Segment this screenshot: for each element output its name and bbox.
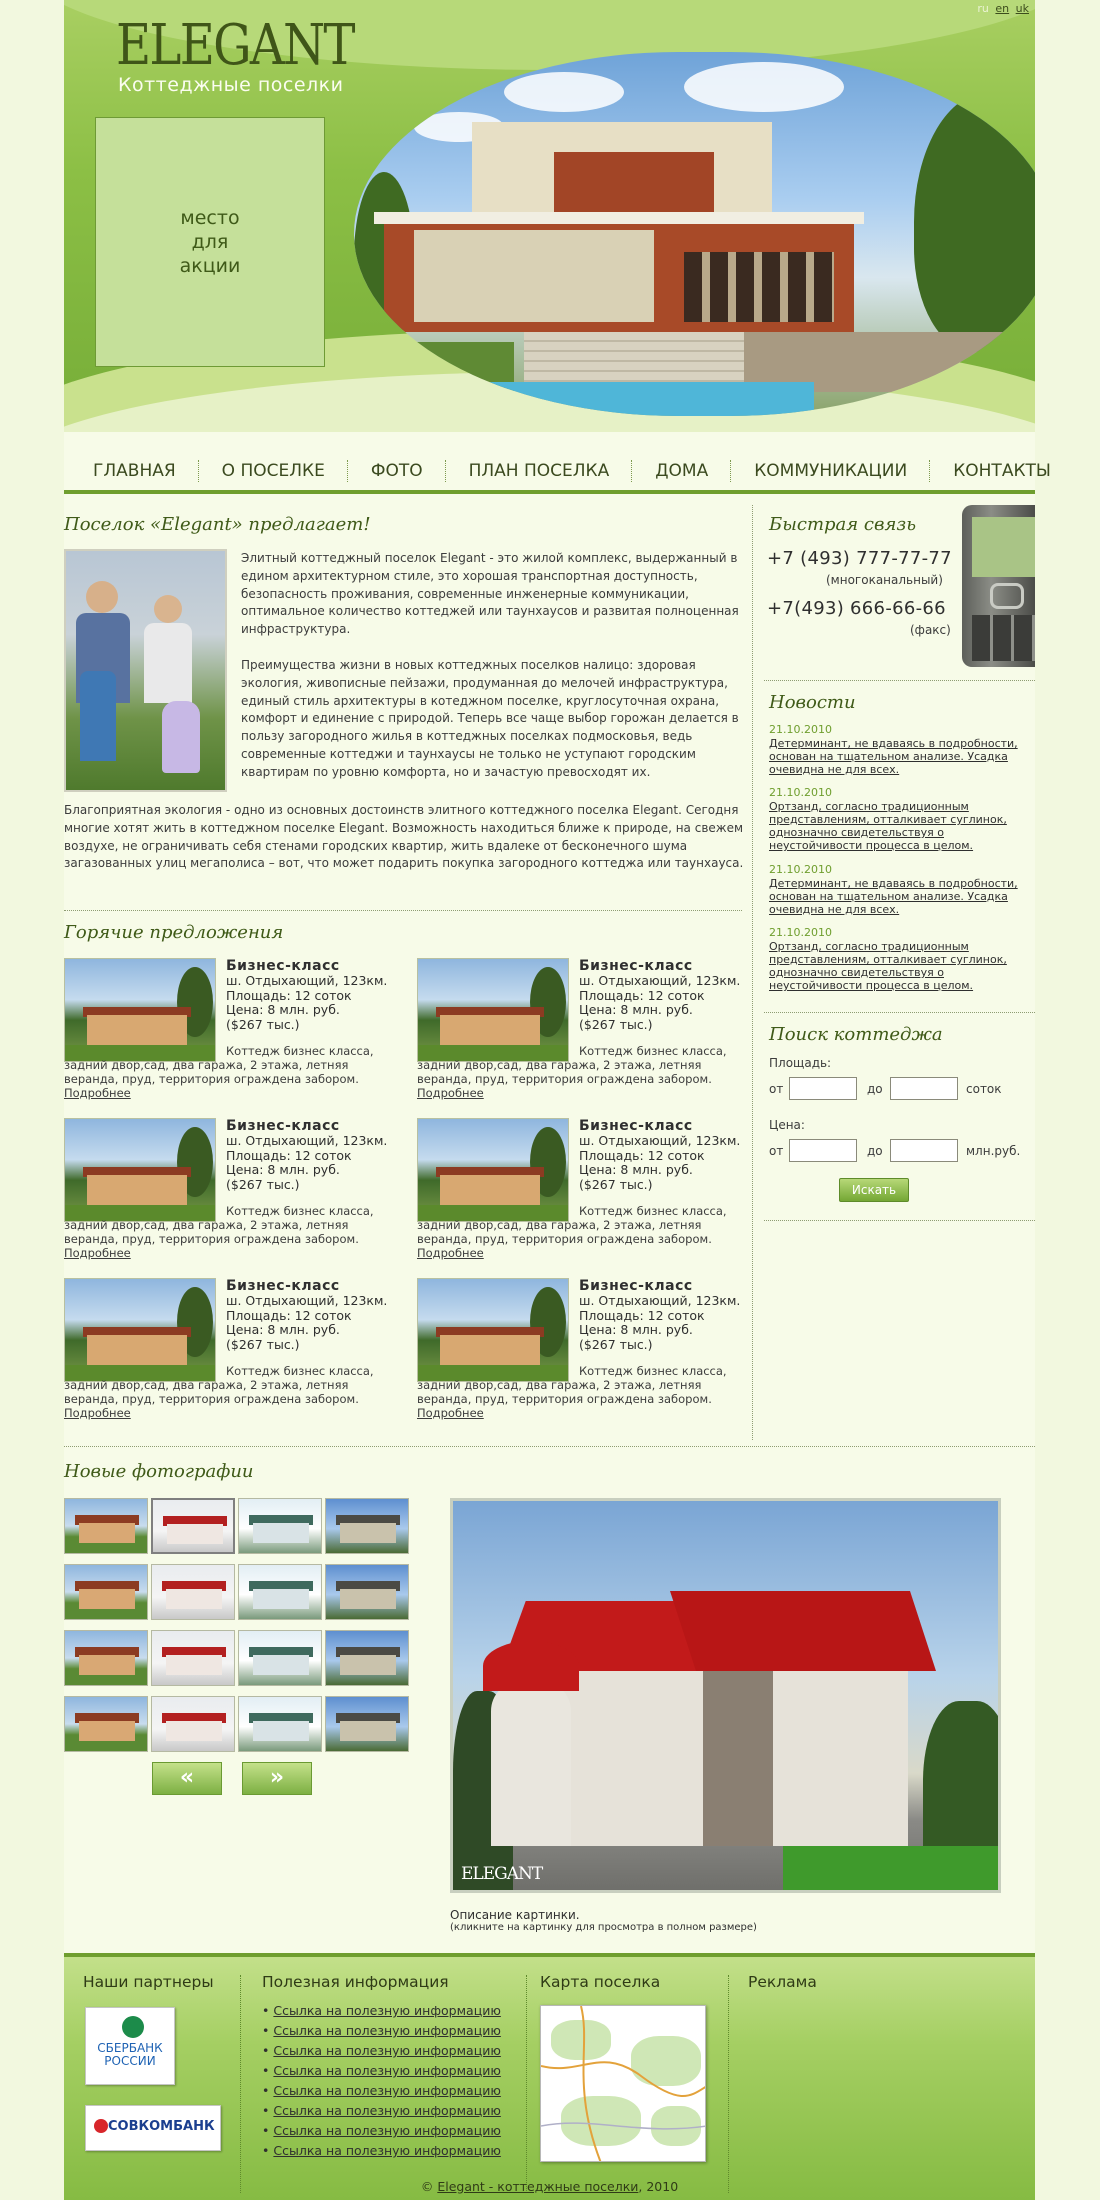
gallery-thumbnail[interactable] bbox=[151, 1564, 235, 1620]
news-link[interactable]: Ортзанд, согласно традиционным представлениям, отталкивает суглинок, однозначно свидетельствуя о неустойчивости процесса в целом. bbox=[769, 940, 1007, 992]
offer-description: Коттедж бизнес класса, задний двор,сад, два гаража, 2 этажа, летняя веранда, пруд, территория огражден bbox=[417, 1204, 727, 1246]
useful-link[interactable]: Ссылка на полезную информацию bbox=[273, 2043, 501, 2058]
offer-road: ш. Отдыхающий, 123км. bbox=[226, 1133, 388, 1148]
offer-description: Коттедж бизнес класса, задний двор,сад, два гаража, 2 этажа, летняя веранда, пруд, территория огражден bbox=[417, 1044, 727, 1086]
sberbank-icon bbox=[122, 2016, 144, 2038]
offer-title: Бизнес-класс bbox=[226, 1118, 340, 1134]
phone-fax[interactable]: +7(493) 666-66-66 bbox=[767, 598, 946, 619]
bank-name: СОВКОМБАНК bbox=[108, 2119, 215, 2134]
offer-price: Цена: 8 млн. руб. bbox=[579, 1322, 693, 1337]
useful-link[interactable]: Ссылка на полезную информацию bbox=[273, 2023, 501, 2038]
contact-title: Быстрая связь bbox=[769, 514, 917, 535]
offer-description-end: а забором. bbox=[294, 1072, 359, 1086]
photo-caption: Описание картинки. bbox=[450, 1908, 580, 1922]
offer-road: ш. Отдыхающий, 123км. bbox=[579, 1133, 741, 1148]
offer-card[interactable] bbox=[417, 1278, 757, 1428]
offer-price-usd: ($267 тыс.) bbox=[226, 1336, 300, 1352]
nav-item-plan[interactable]: ПЛАН ПОСЕЛКА bbox=[446, 460, 633, 482]
copyright-link[interactable]: Elegant - коттеджные поселки bbox=[437, 2179, 639, 2194]
news-title: Новости bbox=[769, 692, 856, 713]
site-logo[interactable]: ELEGANT bbox=[116, 13, 354, 78]
photo-caption-hint: (кликните на картинку для просмотра в полном размере) bbox=[450, 1922, 757, 1933]
partners-title: Наши партнеры bbox=[83, 1973, 214, 1991]
nav-item-houses[interactable]: ДОМА bbox=[632, 460, 731, 482]
offer-price: Цена: 8 млн. руб. bbox=[579, 1162, 693, 1177]
offer-area: Площадь: 12 соток bbox=[579, 987, 705, 1003]
offer-more-link[interactable]: Подробнее bbox=[417, 1086, 484, 1100]
bullet-icon: • bbox=[262, 2143, 270, 2158]
offer-price-usd: ($267 тыс.) bbox=[579, 1336, 653, 1352]
photo-watermark: ELEGANT bbox=[461, 1864, 543, 1884]
useful-link-item[interactable] bbox=[262, 2041, 501, 2061]
useful-link-item[interactable] bbox=[262, 2001, 501, 2021]
intro-title: Поселок «Elegant» предлагает! bbox=[64, 514, 371, 535]
offer-road: ш. Отдыхающий, 123км. bbox=[226, 1293, 388, 1308]
price-unit: млн.руб. bbox=[966, 1144, 1021, 1158]
offer-card[interactable] bbox=[64, 1278, 404, 1428]
offer-area: Площадь: 12 соток bbox=[226, 1147, 352, 1163]
bank-sberbank-logo[interactable] bbox=[85, 2007, 175, 2085]
phone-main[interactable]: +7 (493) 777-77-77 bbox=[767, 548, 952, 569]
offer-title: Бизнес-класс bbox=[226, 1278, 340, 1294]
offer-area: Площадь: 12 соток bbox=[579, 1307, 705, 1323]
promo-line: место bbox=[180, 207, 240, 229]
gallery-thumbnail[interactable] bbox=[64, 1630, 148, 1686]
search-button[interactable]: Искать bbox=[839, 1178, 909, 1202]
news-date: 21.10.2010 bbox=[769, 926, 832, 939]
gallery-thumbnail[interactable] bbox=[151, 1630, 235, 1686]
price-to-label: до bbox=[867, 1144, 883, 1158]
offer-description: Коттедж бизнес класса, задний двор,сад, два гаража, 2 этажа, летняя веранда, пруд, территория огражден bbox=[64, 1044, 374, 1086]
offer-more-link[interactable]: Подробнее bbox=[417, 1246, 484, 1260]
nav-item-home[interactable]: ГЛАВНАЯ bbox=[64, 460, 199, 482]
news-date: 21.10.2010 bbox=[769, 863, 832, 876]
promo-line: акции bbox=[179, 255, 241, 277]
useful-info-title: Полезная информация bbox=[262, 1973, 449, 1991]
news-link[interactable]: Детерминант, не вдаваясь в подробности, основан на тщательном анализе. Усадка очевидна не для всех. bbox=[769, 737, 1018, 776]
news-link[interactable]: Детерминант, не вдаваясь в подробности, основан на тщательном анализе. Усадка очевидна не для всех. bbox=[769, 877, 1018, 916]
gallery-thumbnail[interactable] bbox=[325, 1498, 409, 1554]
village-map[interactable] bbox=[540, 2005, 706, 2162]
gallery-thumbnail[interactable] bbox=[325, 1696, 409, 1752]
area-to-label: до bbox=[867, 1082, 883, 1096]
area-from-input[interactable] bbox=[789, 1077, 857, 1100]
offer-more-link[interactable]: Подробнее bbox=[64, 1406, 131, 1420]
area-label: Площадь: bbox=[769, 1056, 832, 1070]
nav-item-contacts[interactable]: КОНТАКТЫ bbox=[953, 461, 1051, 481]
bank-sovcombank-logo[interactable] bbox=[85, 2105, 221, 2151]
price-label: Цена: bbox=[769, 1118, 805, 1132]
phone-fax-note: (факс) bbox=[910, 623, 951, 637]
offer-price: Цена: 8 млн. руб. bbox=[226, 1002, 340, 1017]
mobile-phone-icon bbox=[962, 505, 1035, 667]
gallery-thumbnail[interactable] bbox=[238, 1696, 322, 1752]
area-from-label: от bbox=[769, 1082, 784, 1096]
offer-description-end: а забором. bbox=[294, 1392, 359, 1406]
phone-main-note: (многоканальный) bbox=[826, 573, 943, 587]
hot-offers-title: Горячие предложения bbox=[64, 922, 284, 943]
offer-description-end: а забором. bbox=[647, 1072, 712, 1086]
lang-uk[interactable]: uk bbox=[1015, 2, 1029, 15]
nav-item-communications[interactable]: КОММУНИКАЦИИ bbox=[731, 460, 930, 482]
copyright: © Elegant - коттеджные поселки, 2010 bbox=[420, 2179, 679, 2194]
offer-more-link[interactable]: Подробнее bbox=[417, 1406, 484, 1420]
bullet-icon: • bbox=[262, 2103, 270, 2118]
offer-title: Бизнес-класс bbox=[579, 1278, 693, 1294]
offer-description: Коттедж бизнес класса, задний двор,сад, два гаража, 2 этажа, летняя веранда, пруд, территория огражден bbox=[417, 1364, 727, 1406]
family-photo bbox=[64, 549, 227, 792]
intro-paragraph: Преимущества жизни в новых коттеджных поселков налицо: здоровая экология, живописные пейзажи, продуманная до мелочей инфраструктура, единый стиль архитектуры в котеджном поселке, круглосуточная охрана, комфорт и единение с природой. Теперь все чаще выбор горожан делается в пользу загородного жилья в коттеджных поселках подмосковья, ведь современные коттеджи и таунхаусы не только не уступают городским квартирам по уровню комфорта, но и зачастую превосходят их. bbox=[241, 657, 739, 779]
useful-link[interactable]: Ссылка на полезную информацию bbox=[273, 2083, 501, 2098]
offer-price-usd: ($267 тыс.) bbox=[226, 1016, 300, 1032]
copyright-sign: © bbox=[420, 2179, 434, 2194]
offer-area: Площадь: 12 соток bbox=[226, 987, 352, 1003]
offer-price-usd: ($267 тыс.) bbox=[226, 1176, 300, 1192]
bullet-icon: • bbox=[262, 2003, 270, 2018]
offer-road: ш. Отдыхающий, 123км. bbox=[226, 973, 388, 988]
useful-link-item[interactable] bbox=[262, 2141, 501, 2161]
price-from-label: от bbox=[769, 1144, 784, 1158]
gallery-thumbnail[interactable] bbox=[325, 1630, 409, 1686]
offer-description: Коттедж бизнес класса, задний двор,сад, два гаража, 2 этажа, летняя веранда, пруд, территория огражден bbox=[64, 1204, 374, 1246]
promo-line: для bbox=[191, 231, 229, 253]
copyright-year: 2010 bbox=[646, 2179, 679, 2194]
gallery-thumbnail[interactable] bbox=[151, 1696, 235, 1752]
useful-link-item[interactable] bbox=[262, 2101, 501, 2121]
bullet-icon: • bbox=[262, 2063, 270, 2078]
main-nav bbox=[64, 450, 1051, 492]
offer-area: Площадь: 12 соток bbox=[226, 1307, 352, 1323]
gallery-prev-button[interactable]: « bbox=[152, 1762, 222, 1795]
offer-card[interactable] bbox=[64, 958, 404, 1108]
gallery-thumbnail[interactable] bbox=[238, 1498, 322, 1554]
useful-link-item[interactable] bbox=[262, 2081, 501, 2101]
gallery-thumbnail[interactable] bbox=[64, 1696, 148, 1752]
offer-road: ш. Отдыхающий, 123км. bbox=[579, 973, 741, 988]
nav-underline bbox=[64, 490, 1035, 494]
useful-links-list bbox=[262, 2001, 501, 2161]
offer-road: ш. Отдыхающий, 123км. bbox=[579, 1293, 741, 1308]
price-to-input[interactable] bbox=[890, 1139, 958, 1162]
offer-title: Бизнес-класс bbox=[579, 1118, 693, 1134]
gallery-next-button[interactable]: » bbox=[242, 1762, 312, 1795]
offer-description-end: а забором. bbox=[647, 1392, 712, 1406]
language-switcher bbox=[974, 2, 1029, 15]
gallery-thumbnail[interactable] bbox=[151, 1498, 235, 1554]
bullet-icon: • bbox=[262, 2023, 270, 2038]
nav-item-about[interactable]: О ПОСЕЛКЕ bbox=[199, 460, 348, 482]
header bbox=[64, 0, 1035, 432]
gallery-thumbnail[interactable] bbox=[64, 1498, 148, 1554]
lang-en[interactable]: en bbox=[995, 2, 1010, 15]
bank-name: РОССИИ bbox=[104, 2054, 156, 2068]
useful-link-item[interactable] bbox=[262, 2061, 501, 2081]
news-date: 21.10.2010 bbox=[769, 786, 832, 799]
gallery-thumbnail[interactable] bbox=[238, 1630, 322, 1686]
area-unit: соток bbox=[966, 1082, 1002, 1096]
offer-price: Цена: 8 млн. руб. bbox=[226, 1322, 340, 1337]
price-from-input[interactable] bbox=[789, 1139, 857, 1162]
map-title: Карта поселка bbox=[540, 1973, 661, 1991]
intro-paragraph: Благоприятная экология - одно из основных достоинств элитного коттеджного поселка Elegant. Сегодня многие хотят жить в коттеджном поселке Elegant. Возможность находиться ближе к природе, на свежем воздухе, не ограничивать себя стенами городских квартир, жить вдалеке от бесконечного шума загазованных улиц мегаполиса – вот, что может подарить покупка загородного коттеджа или таунхауса. bbox=[64, 803, 744, 871]
useful-link[interactable]: Ссылка на полезную информацию bbox=[273, 2003, 501, 2018]
sovcombank-icon bbox=[94, 2119, 108, 2133]
news-date: 21.10.2010 bbox=[769, 723, 832, 736]
footer bbox=[64, 1953, 1035, 2200]
ads-title: Реклама bbox=[748, 1973, 817, 1991]
bullet-icon: • bbox=[262, 2123, 270, 2138]
offer-price: Цена: 8 млн. руб. bbox=[226, 1162, 340, 1177]
offer-description-end: а забором. bbox=[647, 1232, 712, 1246]
offer-title: Бизнес-класс bbox=[579, 958, 693, 974]
gallery-thumbnail[interactable] bbox=[325, 1564, 409, 1620]
intro-text bbox=[241, 550, 741, 782]
offer-price-usd: ($267 тыс.) bbox=[579, 1016, 653, 1032]
useful-link-item[interactable] bbox=[262, 2021, 501, 2041]
offer-price-usd: ($267 тыс.) bbox=[579, 1176, 653, 1192]
useful-link[interactable]: Ссылка на полезную информацию bbox=[273, 2103, 501, 2118]
hero-image bbox=[354, 52, 1035, 416]
nav-item-photo[interactable]: ФОТО bbox=[348, 460, 446, 482]
offer-area: Площадь: 12 соток bbox=[579, 1147, 705, 1163]
gallery-thumbnail[interactable] bbox=[238, 1564, 322, 1620]
offer-description-end: а забором. bbox=[294, 1232, 359, 1246]
offer-card[interactable] bbox=[417, 958, 757, 1108]
area-to-input[interactable] bbox=[890, 1077, 958, 1100]
offer-title: Бизнес-класс bbox=[226, 958, 340, 974]
photos-title: Новые фотографии bbox=[64, 1461, 254, 1482]
offer-card[interactable] bbox=[417, 1118, 757, 1268]
useful-link-item[interactable] bbox=[262, 2121, 501, 2141]
site-tagline: Коттеджные поселки bbox=[118, 74, 344, 96]
offer-more-link[interactable]: Подробнее bbox=[64, 1246, 131, 1260]
offer-description: Коттедж бизнес класса, задний двор,сад, два гаража, 2 этажа, летняя веранда, пруд, территория огражден bbox=[64, 1364, 374, 1406]
gallery-thumbnail[interactable] bbox=[64, 1564, 148, 1620]
bank-name: СБЕРБАНК bbox=[97, 2041, 163, 2055]
news-link[interactable]: Ортзанд, согласно традиционным представлениям, отталкивает суглинок, однозначно свидетельствуя о неустойчивости процесса в целом. bbox=[769, 800, 1007, 852]
intro-paragraph: Элитный коттеджный поселок Elegant - это жилой комплекс, выдержанный в едином архитектурном стиле, это хорошая транспортная доступность, безопасность проживания, современные инженерные коммуникации, оптимальное количество коттеджей или таунхаусов и развитая полноценная инфраструктура. bbox=[241, 551, 739, 637]
offer-card[interactable] bbox=[64, 1118, 404, 1268]
lang-ru[interactable]: ru bbox=[977, 2, 989, 15]
useful-link[interactable]: Ссылка на полезную информацию bbox=[273, 2123, 501, 2138]
page bbox=[64, 0, 1051, 2200]
main-photo[interactable] bbox=[450, 1498, 1001, 1893]
bullet-icon: • bbox=[262, 2083, 270, 2098]
search-title: Поиск коттеджа bbox=[769, 1024, 943, 1045]
promo-box[interactable] bbox=[95, 117, 325, 367]
useful-link[interactable]: Ссылка на полезную информацию bbox=[273, 2063, 501, 2078]
useful-link[interactable]: Ссылка на полезную информацию bbox=[273, 2143, 501, 2158]
bullet-icon: • bbox=[262, 2043, 270, 2058]
offer-price: Цена: 8 млн. руб. bbox=[579, 1002, 693, 1017]
offer-more-link[interactable]: Подробнее bbox=[64, 1086, 131, 1100]
map-roads bbox=[541, 2006, 706, 2162]
